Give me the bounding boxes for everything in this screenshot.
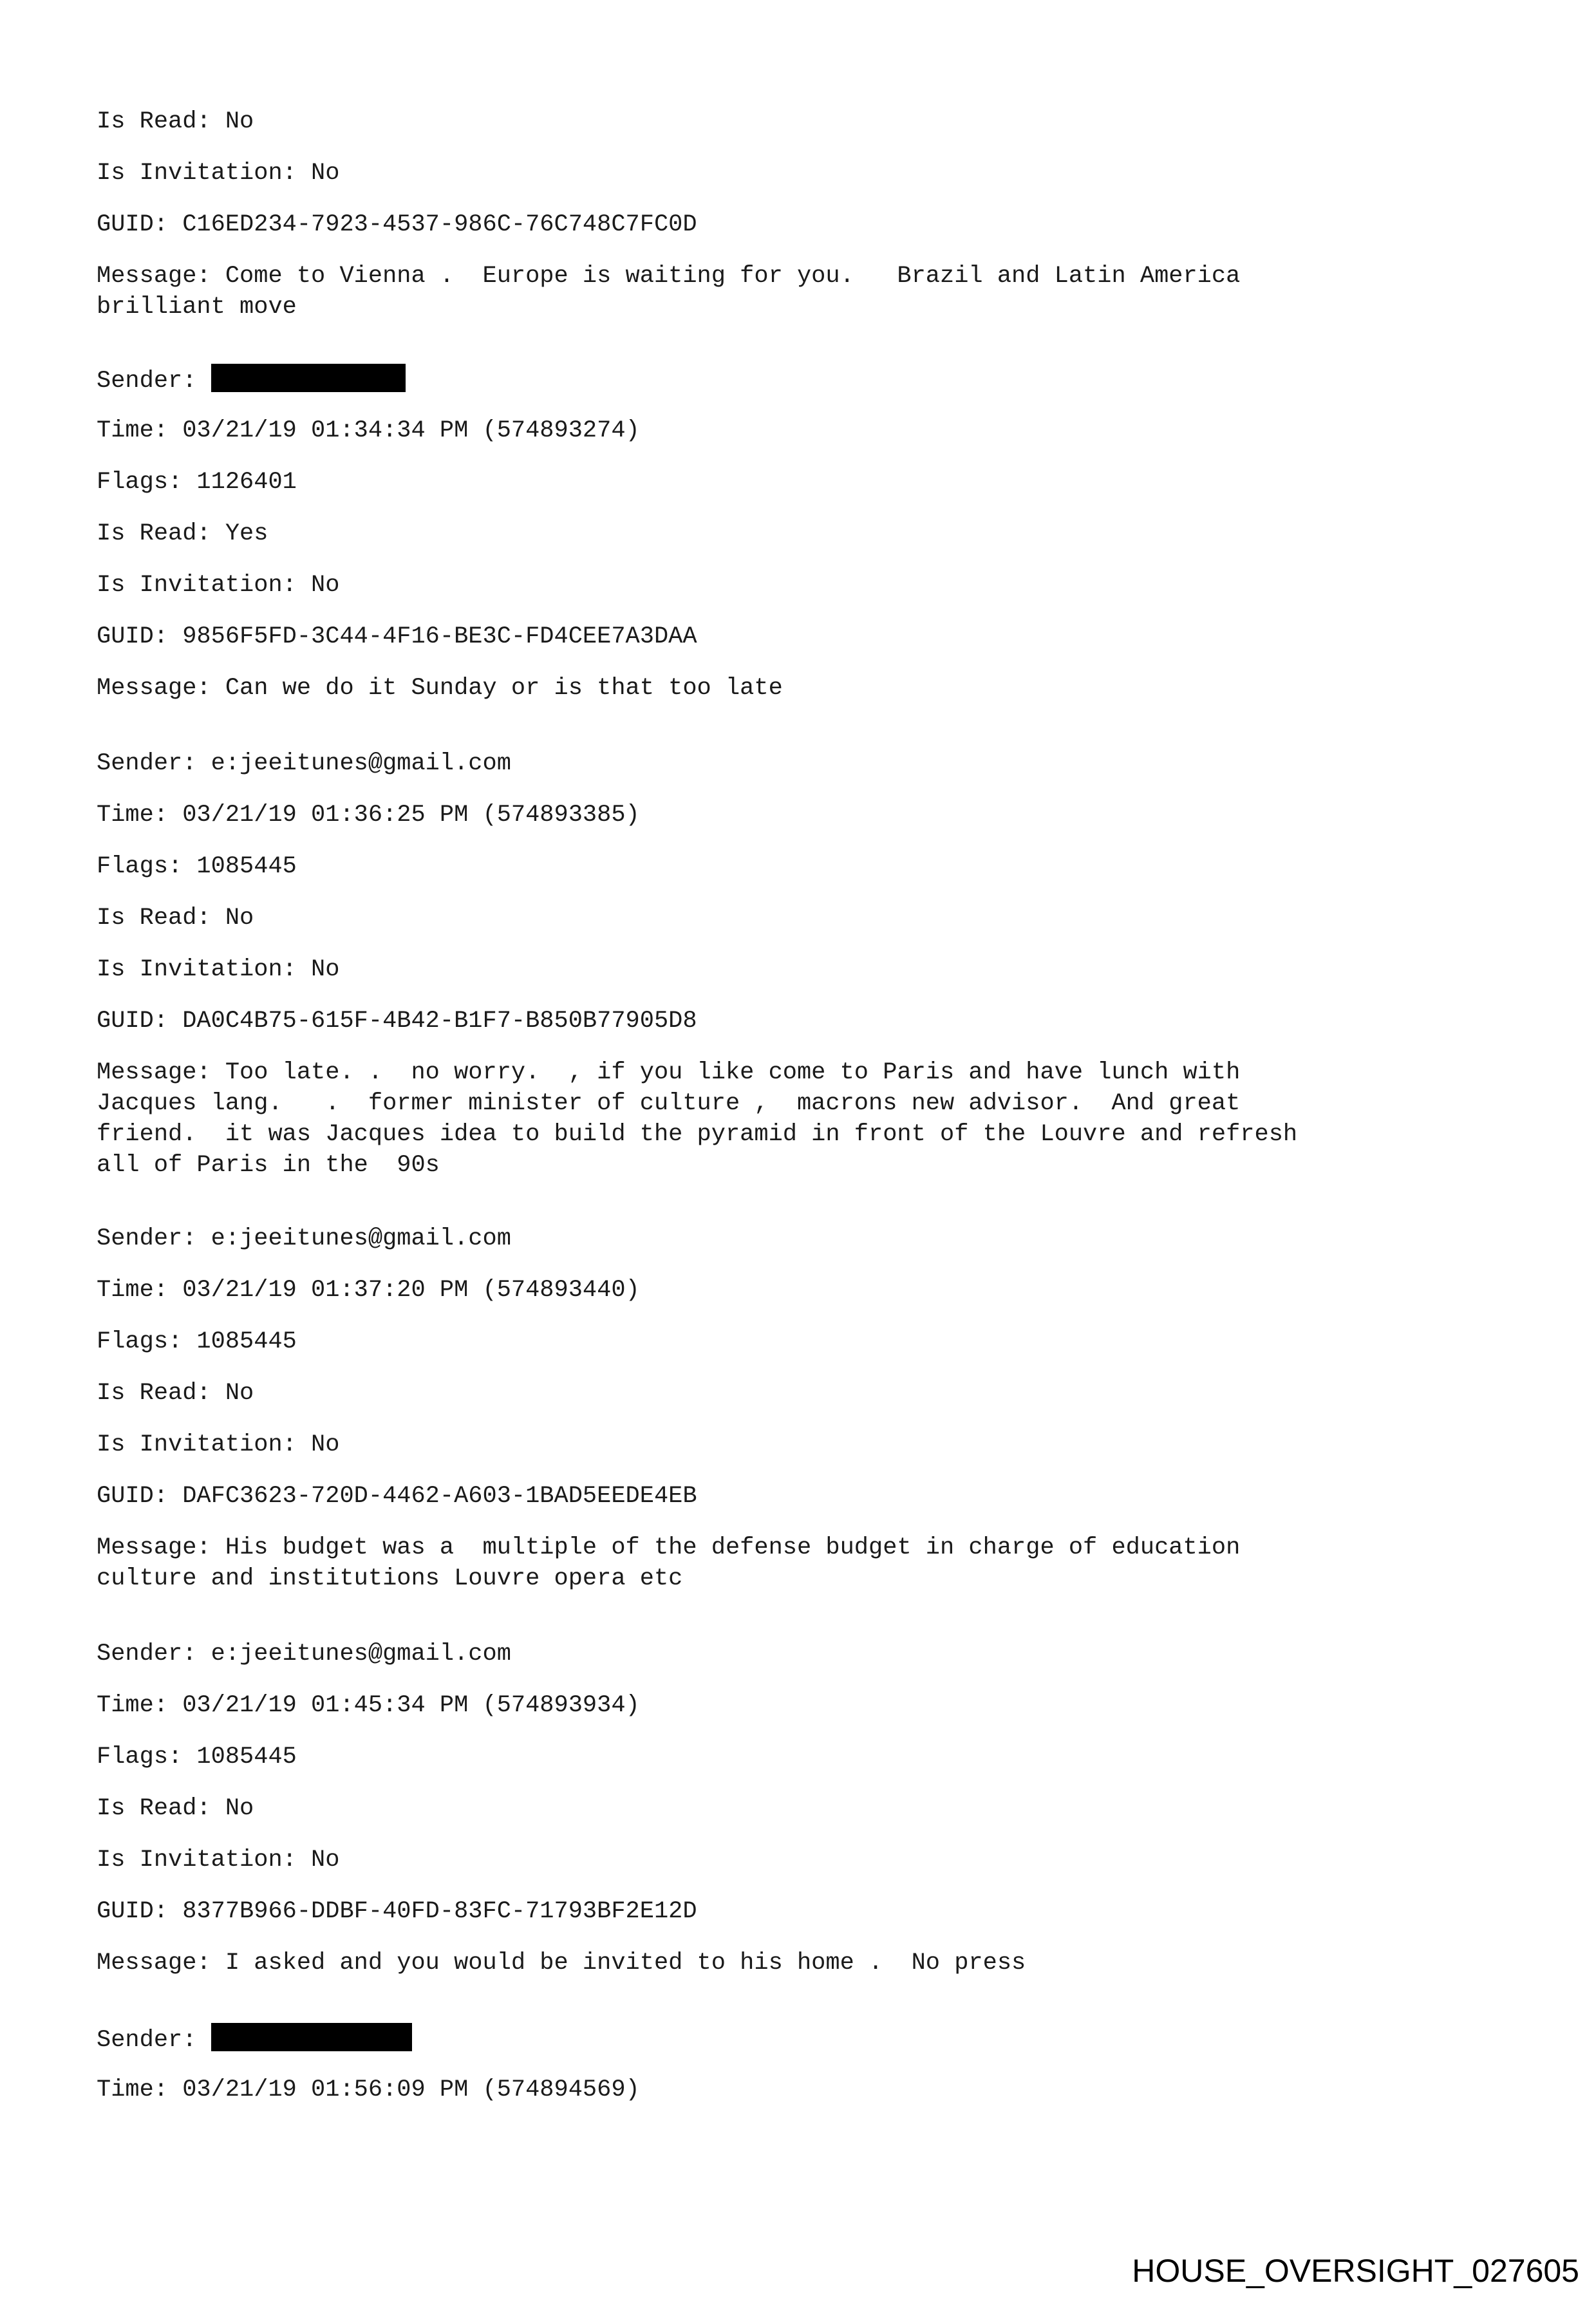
guid-field: GUID: 9856F5FD-3C44-4F16-BE3C-FD4CEE7A3DAA [97,623,697,650]
is-read-field: Is Read: No [97,905,254,932]
time-field: Time: 03/21/19 01:56:09 PM (574894569) [97,2076,640,2103]
is-read-field: Is Read: No [97,108,254,135]
is-invitation-field: Is Invitation: No [97,160,340,187]
is-invitation-field: Is Invitation: No [97,956,340,983]
redaction-box [211,364,406,392]
message-field: Message: Come to Vienna . Europe is waiting for you. Brazil and Latin America brilliant move [97,263,1241,321]
sender-field [97,2023,412,2056]
sender-field: Sender: e:jeeitunes@gmail.com [97,1640,511,1668]
is-invitation-field: Is Invitation: No [97,1431,340,1458]
time-field: Time: 03/21/19 01:37:20 PM (574893440) [97,1277,640,1304]
sender-field: Sender: e:jeeitunes@gmail.com [97,1225,511,1252]
is-read-field: Is Read: No [97,1795,254,1822]
sender-label: Sender: [97,368,211,395]
redaction-box [211,2023,412,2051]
sender-field [97,364,406,397]
guid-field: GUID: DAFC3623-720D-4462-A603-1BAD5EEDE4EB [97,1483,697,1510]
time-field: Time: 03/21/19 01:45:34 PM (574893934) [97,1692,640,1719]
is-invitation-field: Is Invitation: No [97,1847,340,1874]
is-read-field: Is Read: Yes [97,520,268,547]
message-field: Message: Can we do it Sunday or is that too late [97,675,783,702]
flags-field: Flags: 1085445 [97,853,297,880]
guid-field: GUID: C16ED234-7923-4537-986C-76C748C7FC0D [97,211,697,238]
message-field: Message: I asked and you would be invited to his home . No press [97,1950,1026,1977]
guid-field: GUID: 8377B966-DDBF-40FD-83FC-71793BF2E12D [97,1898,697,1925]
message-field: Message: His budget was a multiple of the defense budget in charge of education culture and institutions Louvre opera etc [97,1534,1241,1592]
flags-field: Flags: 1126401 [97,469,297,496]
flags-field: Flags: 1085445 [97,1328,297,1355]
time-field: Time: 03/21/19 01:34:34 PM (574893274) [97,417,640,444]
guid-field: GUID: DA0C4B75-615F-4B42-B1F7-B850B77905D8 [97,1008,697,1035]
is-invitation-field: Is Invitation: No [97,572,340,599]
bates-number: HOUSE_OVERSIGHT_027605 [1132,2253,1579,2289]
sender-field: Sender: e:jeeitunes@gmail.com [97,750,511,777]
message-field: Message: Too late. . no worry. , if you like come to Paris and have lunch with Jacques lang. . former minister of culture , macrons new advisor. And great friend. it was Jacques idea to build the pyramid in front of the Louvre and refresh all of Paris in the 90s [97,1059,1298,1179]
sender-label: Sender: [97,2027,211,2054]
flags-field: Flags: 1085445 [97,1744,297,1771]
is-read-field: Is Read: No [97,1380,254,1407]
time-field: Time: 03/21/19 01:36:25 PM (574893385) [97,802,640,829]
